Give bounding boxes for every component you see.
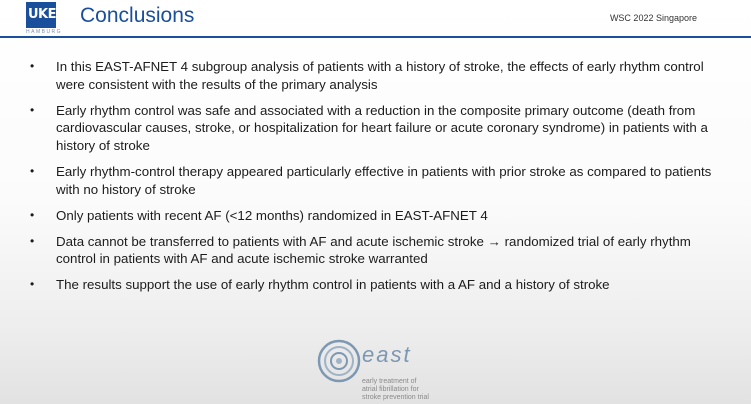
bullet-item: • Only patients with recent AF (<12 months) randomized in EAST-AFNET 4 <box>30 207 720 225</box>
slide-header <box>0 0 751 36</box>
bullet-item: • Early rhythm control was safe and associated with a reduction in the composite primary outcome (death from cardiovascular causes, stroke, or hospitalization for heart failure or acute coronary syndrome) in patients with a history of stroke <box>30 102 720 155</box>
logo-subtext: HAMBURG <box>26 29 63 35</box>
uke-logo <box>26 2 56 28</box>
east-tagline: early treatment of atrial fibrillation for stroke prevention trial <box>362 378 429 401</box>
east-wordmark: east <box>362 342 412 367</box>
bullet-item: • In this EAST-AFNET 4 subgroup analysis of patients with a history of stroke, the effects of early rhythm control were consistent with the results of the primary analysis <box>30 58 720 93</box>
bullet-item: • Data cannot be transferred to patients with AF and acute ischemic stroke → randomized trial of early rhythm control in patients with AF and acute ischemic stroke warranted <box>30 233 720 268</box>
slide-title: Conclusions <box>80 4 195 27</box>
conclusion-list <box>30 58 720 303</box>
east-trial-logo <box>310 334 460 404</box>
event-label: WSC 2022 Singapore <box>609 13 697 23</box>
logo-text: UKE <box>28 7 57 22</box>
header-divider <box>0 36 751 38</box>
bullet-item: • The results support the use of early rhythm control in patients with a AF and a history of stroke <box>30 276 720 294</box>
bullet-item: • Early rhythm-control therapy appeared particularly effective in patients with prior stroke as compared to patients with no history of stroke <box>30 163 720 198</box>
spiral-icon <box>314 336 364 386</box>
